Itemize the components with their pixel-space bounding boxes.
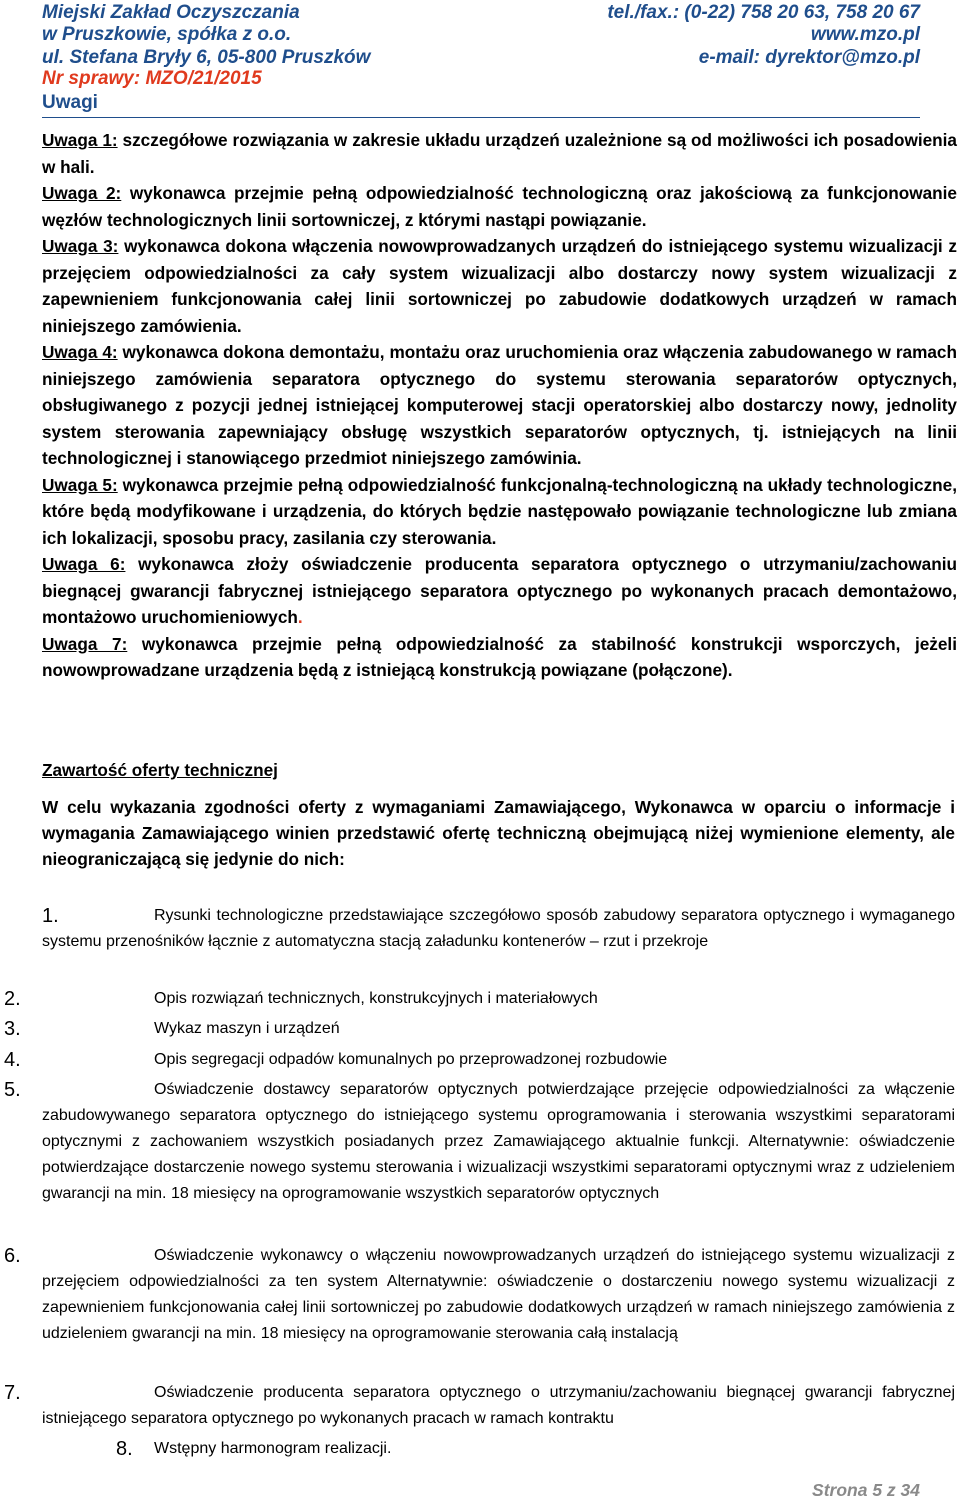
header-row-3 bbox=[42, 47, 920, 69]
item-1-number: 1. bbox=[42, 905, 59, 927]
note-4: Uwaga 4: wykonawca dokona demontażu, montażu oraz uruchomienia oraz włączenia zabudowanego w ramach niniejszego zamówienia separatora optycznego do systemu sterowania separatorów optycznych, obsługiwanego z pozycji jednej istniejącej komputerowej stacji operatorskiej albo dostarczy nowy, jednolity system sterowania zapewniający obsługę wszystkich separatorów optycznych, tj. istniejących na linii technologicznej i stanowiącego przedmiot niniejszego zamówinia. bbox=[42, 342, 957, 468]
item-8-text: Wstępny harmonogram realizacji. bbox=[154, 1440, 392, 1457]
note-1: Uwaga 1: szczegółowe rozwiązania w zakresie układu urządzeń uzależnione są od możliwości ich posadowienia w hali. bbox=[42, 130, 957, 177]
note-2: Uwaga 2: wykonawca przejmie pełną odpowiedzialność technologiczną oraz jakościową za funkcjonowanie węzłów technologicznych linii sortowniczej, z którymi nastąpi powiązanie. bbox=[42, 183, 957, 230]
item-8-number: 8. bbox=[116, 1438, 133, 1460]
item-3-number: 3. bbox=[4, 1018, 21, 1040]
org-address: ul. Stefana Bryły 6, 05-800 Pruszków bbox=[42, 47, 371, 68]
note-6: Uwaga 6: wykonawca złoży oświadczenie producenta separatora optycznego o utrzymaniu/zachowaniu biegnącej gwarancji fabrycznej istniejącego separatora optycznego po wykonanych pracach demontażowo, montażowo uruchomieniowych. bbox=[42, 554, 957, 627]
tech-offer-title: Zawartość oferty technicznej bbox=[42, 760, 278, 780]
header-row-1 bbox=[42, 2, 920, 24]
item-5-number: 5. bbox=[4, 1079, 21, 1101]
header-row-2 bbox=[42, 24, 920, 46]
email-link[interactable]: e-mail: dyrektor@mzo.pl bbox=[698, 47, 920, 68]
item-5-text: Oświadczenie dostawcy separatorów optycznych potwierdzające przejęcie odpowiedzialności za włączenie zabudowywanego separatora optycznego do istniejącego systemu oprogramowania i sterowania wszystkimi separatorami optycznymi z zachowaniem wszystkich posiadanych przez Zamawiającego aktualnie funkcji. Alternatywnie: oświadczenie potwierdzające dostarczenie nowego systemu sterowania i wizualizacji wszystkimi separatorami optycznymi wraz z udzieleniem gwarancji na min. 18 miesięcy na oprogramowanie wszystkich separatorów optycznych bbox=[42, 1081, 955, 1202]
section-title: Uwagi bbox=[42, 92, 98, 113]
org-name: Miejski Zakład Oczyszczania bbox=[42, 2, 300, 23]
note-5: Uwaga 5: wykonawca przejmie pełną odpowiedzialność funkcjonalną-technologiczną na układy technologiczne, które będą modyfikowane i urządzenia, do których będzie następowało powiązanie technologiczne lub zmiana ich lokalizacji, sposobu pracy, zasilania czy sterowania. bbox=[42, 474, 957, 548]
org-city: w Pruszkowie, spółka z o.o. bbox=[42, 24, 292, 45]
item-7-number: 7. bbox=[4, 1382, 21, 1404]
item-7-text: Oświadczenie producenta separatora optycznego o utrzymaniu/zachowaniu biegnącej gwarancji fabrycznej istniejącego separatora optycznego po wykonanych pracach w ramach kontraktu bbox=[42, 1384, 955, 1427]
item-4-number: 4. bbox=[4, 1049, 21, 1071]
item-2-text: Opis rozwiązań technicznych, konstrukcyjnych i materiałowych bbox=[154, 990, 598, 1007]
phone: tel./fax.: (0-22) 758 20 63, 758 20 67 bbox=[607, 2, 920, 23]
item-6-number: 6. bbox=[4, 1245, 21, 1267]
item-6-text: Oświadczenie wykonawcy o włączeniu nowowprowadzanych urządzeń do istniejącego systemu wizualizacji z przejęciem odpowiedzialności za ten system Alternatywnie: oświadczenie o dostarczeniu nowego systemu wizualizacji z zapewnieniem funkcjonowania całej linii sortowniczej po zabudowie dodatkowych urządzeń w ramach niniejszego zamówienia z udzieleniem gwarancji na min. 18 miesięcy na oprogramowanie sterowania całą instalacją bbox=[42, 1247, 955, 1342]
item-3-text: Wykaz maszyn i urządzeń bbox=[154, 1020, 340, 1037]
note-3: Uwaga 3: wykonawca dokona włączenia nowowprowadzanych urządzeń do istniejącego systemu wizualizacji z przejęciem odpowiedzialności za cały system wizualizacji albo dostarczy nowy system wizualizacji z zapewnieniem funkcjonowania całej linii sortowniczej po zabudowie dodatkowych urządzeń w ramach niniejszego zamówienia. bbox=[42, 236, 957, 336]
item-1-text: Rysunki technologiczne przedstawiające szczegółowo sposób zabudowy separatora optycznego i wymaganego systemu przenośników łącznie z automatyczna stacją załadunku kontenerów – rzut i przekroje bbox=[42, 907, 955, 950]
item-2-number: 2. bbox=[4, 988, 21, 1010]
notes-list bbox=[42, 127, 957, 684]
item-4-text: Opis segregacji odpadów komunalnych po przeprowadzonej rozbudowie bbox=[154, 1051, 668, 1068]
page-number: Strona 5 z 34 bbox=[812, 1480, 920, 1500]
website-link[interactable]: www.mzo.pl bbox=[810, 24, 920, 45]
header-divider bbox=[42, 117, 920, 118]
case-number: Nr sprawy: MZO/21/2015 bbox=[42, 68, 262, 89]
tech-offer-intro: W celu wykazania zgodności oferty z wymaganiami Zamawiającego, Wykonawca w oparciu o informacje i wymagania Zamawiającego winien przedstawić ofertę techniczną obejmującą niżej wymienione elementy, ale nieograniczającą się jedynie do nich: bbox=[42, 797, 955, 869]
note-7: Uwaga 7: wykonawca przejmie pełną odpowiedzialność za stabilność konstrukcji wsporczych, jeżeli nowowprowadzane urządzenia będą z istniejącą konstrukcją powiązane (połączone). bbox=[42, 633, 957, 680]
